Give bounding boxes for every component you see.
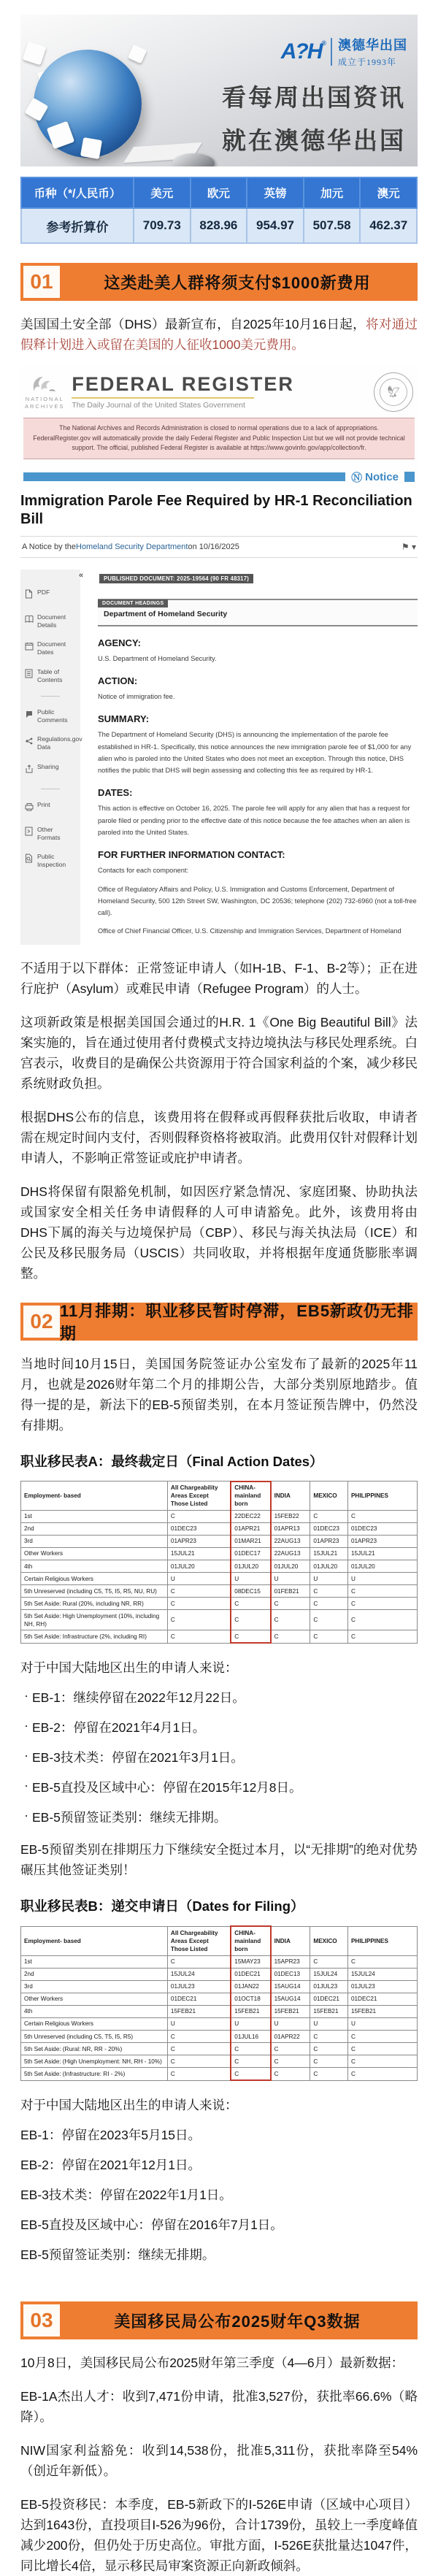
list-item: EB-2：停留在2021年12月1日。: [20, 2158, 201, 2173]
table-row: [21, 2043, 418, 2055]
table-row: [21, 2055, 418, 2068]
published-document-tag: PUBLISHED DOCUMENT: 2025-19564 (90 FR 48317): [99, 574, 253, 583]
notice-progress-bar: [23, 472, 345, 481]
list-item: · EB-5直投及区域中心：停留在2015年12月8日。: [20, 1778, 418, 1796]
table-row: [21, 1573, 418, 1585]
contact-body: Office of Chief Financial Officer, U.S. Citizenship and Immigration Services, Department of Homeland: [98, 927, 402, 935]
table-cell: 01DEC21: [310, 1993, 348, 2005]
table-cell: C: [231, 2068, 270, 2081]
table-cell: C: [347, 1585, 417, 1598]
section-title: 11月排期：职业移民暂时停滞，EB5新政仍无排期: [60, 1301, 415, 1343]
federal-register-screenshot: [20, 365, 418, 485]
table-cell: C: [271, 1598, 310, 1610]
table-cell: C: [347, 2031, 417, 2043]
caret-down-icon: ▾: [411, 541, 416, 552]
table-cell: 5th Set Aside: (Infrastructure: RI - 2%): [21, 2068, 168, 2081]
table-row: [21, 2031, 418, 2043]
visa-bulletin-table-a: [20, 1481, 418, 1644]
table-cell: C: [167, 2043, 231, 2055]
sidebar-item-sharing[interactable]: Sharing: [25, 763, 76, 777]
table-cell: 08DEC15: [231, 1585, 270, 1598]
table-cell: 2nd: [21, 1968, 168, 1980]
agency-heading: AGENCY:: [98, 637, 141, 648]
action-body: Notice of immigration fee.: [98, 693, 175, 701]
table-cell: 5th Set Aside: Infrastructure (2%, including RI): [21, 1630, 168, 1644]
table-cell: 15AUG14: [271, 1993, 310, 2005]
flag-button[interactable]: [402, 542, 416, 552]
collapse-sidebar-icon[interactable]: «: [79, 570, 84, 580]
list-item: EB-5直投及区域中心：停留在2016年7月1日。: [20, 2217, 283, 2233]
paragraph: 这项新政策是根据美国国会通过的H.R. 1《One Big Beautiful Bill》法案实施的，旨在通过使用者付费模式支持边境执法与移民处理系统。白宫表示，收费目的是确保公共资源用于符合国家利益的个案，减少移民系统财政负担。: [20, 1014, 418, 1091]
fr-article-title: Immigration Parole Fee Required by HR-1 Reconciliation Bill: [20, 492, 412, 527]
fx-value-cad: 507.58: [304, 208, 361, 243]
table-cell: 01DEC21: [231, 1968, 270, 1980]
bullet-dot: ·: [24, 1778, 28, 1793]
table-cell: 01DEC21: [347, 1993, 417, 2005]
list-item: · EB-1：继续停留在2022年12月22日。: [20, 1688, 418, 1706]
table-cell: 01JAN22: [231, 1980, 270, 1993]
table-row: [21, 1535, 418, 1547]
fx-value-aud: 462.37: [360, 208, 417, 243]
paragraph: 美国国土安全部（DHS）最新宣布，自2025年10月16日起，将对通过假释计划进入或留在美国的人征收1000美元费用。: [20, 317, 418, 352]
table-cell: C: [347, 2055, 417, 2068]
table-b-heading: 职业移民表B：递交申请日（Dates for Filing）: [20, 1898, 304, 1914]
exchange-rate-table: [20, 177, 418, 244]
table-row: [21, 1980, 418, 1993]
table-cell: 15MAY23: [231, 1955, 270, 1968]
table-cell: 01JUL16: [231, 2031, 270, 2043]
fx-col-header: 欧元: [191, 177, 247, 208]
table-cell: 01JUL20: [310, 1560, 348, 1573]
table-cell: C: [167, 1630, 231, 1644]
fx-col-header: 英镑: [247, 177, 304, 208]
section-title: 这类赴美人群将须支付$1000新费用: [104, 273, 371, 292]
table-cell: 5th Unreserved (including C5, T5, I5, R5, NU, RU): [21, 1585, 168, 1598]
agency-link[interactable]: Homeland Security Department: [76, 542, 188, 551]
document-headings-tag: DOCUMENT HEADINGS: [98, 599, 168, 607]
table-header-row: [21, 1481, 418, 1511]
fx-col-header: 澳元: [360, 177, 417, 208]
contact-heading: FOR FURTHER INFORMATION CONTACT:: [98, 849, 285, 861]
printer-icon: [25, 801, 34, 815]
table-cell: 5th Unreserved (including C5, T5, I5, R5): [21, 2031, 168, 2043]
table-cell: 2nd: [21, 1522, 168, 1535]
table-cell: C: [347, 2043, 417, 2055]
table-cell: C: [310, 2055, 348, 2068]
table-row: [21, 1585, 418, 1598]
toc-icon: [25, 668, 34, 682]
document-headings-box: [98, 599, 418, 626]
table-cell: C: [167, 2031, 231, 2043]
section-title: 美国移民局公布2025财年Q3数据: [114, 2312, 361, 2331]
table-cell: U: [310, 2017, 348, 2030]
newsletter-page: [0, 15, 438, 2576]
table-column-header: PHILIPPINES: [347, 1926, 417, 1955]
fx-value-usd: 709.73: [134, 208, 191, 243]
table-cell: 15JUL21: [167, 1547, 231, 1560]
table-cell: 15AUG14: [271, 1980, 310, 1993]
paragraph: DHS将保留有限豁免机制，如因医疗紧急情况、家庭团聚、协助执法或国家安全相关任务申请假释的人可申请豁免。此外，该费用将由DHS下属的海关与边境保护局（CBP）、移民与海关执法局（ICE）和公民及移民服务局（USCIS）共同收取，并将根据年度通货膨胀率调整。: [20, 1184, 418, 1281]
table-row: [21, 1610, 418, 1630]
table-cell: C: [231, 1598, 270, 1610]
table-cell: 1st: [21, 1510, 168, 1522]
table-cell: 5th Set Aside: Rural (20%, including NR, RR): [21, 1598, 168, 1610]
bullet-dot: ·: [24, 1748, 28, 1763]
table-cell: C: [310, 1630, 348, 1644]
table-cell: 22AUG13: [271, 1535, 310, 1547]
table-row: [21, 2068, 418, 2081]
table-cell: 01APR23: [310, 1535, 348, 1547]
inspection-icon: [25, 853, 34, 867]
paragraph: 10月8日，美国移民局公布2025财年第三季度（4—6月）最新数据：: [20, 2355, 404, 2371]
fx-value-gbp: 954.97: [247, 208, 304, 243]
table-cell: C: [231, 2043, 270, 2055]
fx-row: [21, 208, 417, 243]
table-cell: 01DEC23: [310, 1522, 348, 1535]
fx-col-header: 加元: [304, 177, 361, 208]
table-cell: 1st: [21, 1955, 168, 1968]
table-cell: 01APR23: [167, 1535, 231, 1547]
comment-icon: [25, 708, 34, 722]
table-cell: 15FEB21: [271, 2005, 310, 2017]
byline-row: A Notice by the Homeland Security Department on 10/16/2025 ⚑ ▾: [20, 536, 418, 558]
gold-rule: [72, 397, 254, 399]
table-row: [21, 1955, 418, 1968]
viewer-sidebar: [20, 570, 80, 945]
table-row: [21, 2017, 418, 2030]
eagle-seal-icon: 🦅︎: [374, 372, 413, 412]
table-column-header: INDIA: [271, 1926, 310, 1955]
contact-body: Contacts for each component:: [98, 867, 189, 875]
table-cell: 01DEC17: [231, 1547, 270, 1560]
paragraph: EB-5投资移民：本季度，EB-5新政下的I-526E申请（区域中心项目）达到1643份，直投项目I-526为96份，合计1739份，虽较上一季度峰值减少200份，但仍处于历史高位。审批方面，I-526E获批量达1047件，同比增长4倍，显示移民局审案资源正向新政倾斜。: [20, 2497, 418, 2574]
table-cell: C: [310, 1598, 348, 1610]
table-cell: 15JUL21: [347, 1547, 417, 1560]
action-heading: ACTION:: [98, 675, 138, 687]
table-cell: C: [231, 1610, 270, 1630]
table-cell: 01OCT18: [231, 1993, 270, 2005]
table-cell: 01DEC13: [271, 1968, 310, 1980]
viewer-main: [80, 570, 418, 945]
table-cell: C: [167, 1955, 231, 1968]
table-column-header: PHILIPPINES: [347, 1481, 417, 1511]
book-icon: [25, 613, 34, 627]
table-cell: 15FEB21: [347, 2005, 417, 2017]
table-cell: U: [347, 2017, 417, 2030]
table-cell: C: [347, 1630, 417, 1644]
table-cell: C: [310, 1585, 348, 1598]
table-row: [21, 2005, 418, 2017]
table-column-header: CHINA- mainland born: [231, 1926, 270, 1955]
fx-value-eur: 828.96: [191, 208, 247, 243]
table-cell: 15APR23: [271, 1955, 310, 1968]
table-cell: 01JUL20: [347, 1560, 417, 1573]
table-column-header: MEXICO: [310, 1481, 348, 1511]
list-item: · EB-3技术类：停留在2021年3月1日。: [20, 1748, 418, 1766]
table-cell: 01JUL23: [310, 1980, 348, 1993]
highlighted-text: 将对通过假释计划进入或留在美国的人征收1000美元费用。: [20, 317, 418, 352]
bullet-dot: ·: [24, 1688, 28, 1703]
table-header-row: [21, 1926, 418, 1955]
dates-heading: DATES:: [98, 787, 133, 799]
table-column-header: All Chargeability Areas Except Those Listed: [167, 1481, 231, 1511]
section-number: 02: [23, 1306, 60, 1338]
notice-type-badge: Ⓝ Notice: [351, 470, 399, 484]
table-cell: C: [167, 2068, 231, 2081]
table-cell: C: [231, 1630, 270, 1644]
visa-bulletin-table-b: [20, 1925, 418, 2081]
table-cell: C: [167, 1610, 231, 1630]
list-item: EB-3技术类：停留在2022年1月1日。: [20, 2188, 232, 2203]
table-row: [21, 1560, 418, 1573]
plain-list: [20, 2125, 418, 2263]
pdf-icon: [25, 589, 34, 602]
sidebar-item-public-inspection[interactable]: Public Inspection: [25, 853, 76, 869]
logo-founded-year: 成立于1993年: [338, 57, 397, 67]
table-cell: Other Workers: [21, 1547, 168, 1560]
summary-body: The Department of Homeland Security (DHS) is announcing the implementation of the parole fee established in HR-1. Specifically, this notice announces the new immigration parole fee of $1,000 for any alien who is paroled into the United States who does not meet an exception. Through this notice, DHS notifies the public that DHS will begin assessing and collecting this fee as required by HR-1.: [98, 731, 412, 775]
table-cell: U: [271, 1573, 310, 1585]
paragraph: 当地时间10月15日，美国国务院签证办公室发布了最新的2025年11月，也就是2026财年第二个月的排期公告，大部分类别原地踏步。值得一提的是，新法下的EB-5预留类别，在本月签证预告牌中，仍然没有排期。: [20, 1356, 418, 1433]
table-cell: 3rd: [21, 1535, 168, 1547]
table-row: [21, 1522, 418, 1535]
hero-slogan: [222, 79, 406, 156]
registered-mark: ®: [321, 39, 325, 47]
table-cell: C: [347, 1610, 417, 1630]
table-cell: 4th: [21, 1560, 168, 1573]
table-cell: 01FEB21: [271, 1585, 310, 1598]
table-cell: C: [310, 1955, 348, 1968]
table-cell: C: [271, 2055, 310, 2068]
slogan-line1: 看每周出国资讯: [222, 84, 406, 111]
federal-register-title: FEDERAL REGISTER: [72, 373, 294, 395]
table-cell: Certain Religious Workers: [21, 2017, 168, 2030]
fx-col-header: 美元: [134, 177, 191, 208]
table-cell: C: [347, 1955, 417, 1968]
table-cell: U: [167, 2017, 231, 2030]
table-row: [21, 1547, 418, 1560]
bullet-dot: ·: [24, 1718, 28, 1733]
dates-body: This action is effective on October 16, 2025. The parole fee will apply for any alien that has a request for parole filed or pending prior to the effective date of this notice because the fee attaches when an alien is paroled into the United States.: [98, 805, 410, 836]
table-cell: C: [167, 2055, 231, 2068]
data-network-icon: [25, 735, 34, 749]
federal-register-subtitle: The Daily Journal of the United States Government: [72, 401, 245, 410]
section-number: 01: [23, 266, 60, 298]
table-cell: C: [310, 2043, 348, 2055]
table-cell: C: [310, 2031, 348, 2043]
table-cell: C: [271, 2068, 310, 2081]
table-cell: 5th Set Aside: (Rural: NR, RR - 20%): [21, 2043, 168, 2055]
fr-article-header: [20, 492, 418, 558]
list-item: · EB-5预留签证类别：继续无排期。: [20, 1808, 418, 1826]
table-cell: 15JUL24: [167, 1968, 231, 1980]
logo-company-name: 澳德华出国: [338, 38, 407, 53]
table-row: [21, 1993, 418, 2005]
table-cell: U: [167, 1573, 231, 1585]
table-cell: U: [271, 2017, 310, 2030]
logo-monogram: A?H®: [280, 39, 325, 64]
company-logo: [281, 35, 407, 68]
table-cell: 01JUL20: [167, 1560, 231, 1573]
list-item: EB-1：停留在2023年5月15日。: [20, 2128, 201, 2143]
puzzle-piece: [23, 42, 47, 66]
table-cell: 01APR23: [347, 1535, 417, 1547]
sidebar-item-pdf[interactable]: PDF: [25, 589, 76, 602]
table-column-header: Employment- based: [21, 1481, 168, 1511]
table-cell: C: [310, 2068, 348, 2081]
table-row: [21, 1598, 418, 1610]
table-cell: C: [347, 1598, 417, 1610]
shutdown-notice-box: The National Archives and Records Administration is closed to normal operations due to a lack of appropriations. FederalRegister.gov will automatically provide the daily Federal Register and Public Inspection List but we will not provide technical support. The official, published Federal Register is available at https://www.govinfo.gov/app/collection/fr.: [23, 418, 415, 459]
table-row: [21, 1510, 418, 1522]
logo-divider: [331, 38, 332, 66]
sidebar-item-table-of-contents[interactable]: Table of Contents: [25, 668, 76, 684]
notice-end-square: [404, 472, 415, 482]
section-banner-02: [20, 1303, 418, 1341]
list-item: · EB-2：停留在2021年4月1日。: [20, 1718, 418, 1736]
table-cell: 15FEB22: [271, 1510, 310, 1522]
sidebar-item-document-details[interactable]: Document Details: [25, 613, 76, 629]
agency-body: U.S. Department of Homeland Security.: [98, 654, 217, 662]
table-cell: C: [231, 2055, 270, 2068]
circled-n-icon: Ⓝ: [351, 471, 363, 484]
flag-icon: ⚑: [401, 541, 410, 552]
summary-heading: SUMMARY:: [98, 713, 150, 725]
table-cell: Certain Religious Workers: [21, 1573, 168, 1585]
table-cell: 15JUL21: [310, 1547, 348, 1560]
table-cell: 22AUG13: [271, 1547, 310, 1560]
table-cell: 15FEB21: [167, 2005, 231, 2017]
fx-row-label: 参考折算价: [21, 208, 134, 243]
table-cell: 01DEC23: [347, 1522, 417, 1535]
table-cell: 01DEC21: [167, 1993, 231, 2005]
mouse-graphic: [172, 153, 215, 166]
table-cell: 5th Set Aside: (High Unemployment: NH, RH - 10%): [21, 2055, 168, 2068]
table-cell: C: [167, 1510, 231, 1522]
table-cell: C: [347, 1510, 417, 1522]
table-cell: 01APR13: [271, 1522, 310, 1535]
sidebar-item-public-comments[interactable]: Public Comments: [25, 708, 76, 724]
paragraph: 不适用于以下群体：正常签证申请人（如H-1B、F-1、B-2等）；正在进行庇护（Asylum）或难民申请（Refugee Program）的人士。: [20, 960, 418, 996]
section-banner-03: [20, 2301, 418, 2339]
list-item: EB-5预留签证类别：继续无排期。: [20, 2247, 215, 2263]
table-cell: 01JUL20: [271, 1560, 310, 1573]
table-cell: 01JUL20: [231, 1560, 270, 1573]
table-cell: C: [167, 1598, 231, 1610]
paragraph: EB-5预留类别在排期压力下继续安全挺过本月，以“无排期”的绝对优势碾压其他签证类别！: [20, 1842, 418, 1878]
table-column-header: MEXICO: [310, 1926, 348, 1955]
puzzle-piece: [128, 45, 147, 64]
table-cell: 01JUL23: [347, 1980, 417, 1993]
paragraph: EB-1A杰出人才：收到7,471份申请，批准3,527份，获批率66.6%（略降）。: [20, 2389, 418, 2425]
puzzle-piece: [80, 137, 102, 159]
section-banner-01: [20, 263, 418, 301]
table-cell: C: [271, 1610, 310, 1630]
paragraph: 根据DHS公布的信息，该费用将在假释或再假释获批后收取，申请者需在规定时间内支付，否则假释资格将被取消。此费用仅针对假释计划申请人，不影响正常签证或庇护申请者。: [20, 1109, 418, 1165]
table-cell: U: [310, 1573, 348, 1585]
table-row: [21, 1968, 418, 1980]
table-cell: U: [347, 1573, 417, 1585]
fx-col-header: 币种（*/人民币）: [21, 177, 134, 208]
table-cell: C: [310, 1610, 348, 1630]
table-cell: C: [271, 2043, 310, 2055]
share-icon: [25, 763, 34, 777]
archives-swirl-icon: [30, 374, 59, 396]
slogan-line2: 就在澳德华出国: [222, 127, 406, 154]
table-cell: U: [231, 2017, 270, 2030]
table-cell: 01JUL23: [167, 1980, 231, 1993]
bullet-dot: ·: [24, 1808, 28, 1823]
bullet-list: [20, 1688, 418, 1826]
formats-icon: [25, 826, 34, 840]
department-heading: Department of Homeland Security: [104, 609, 228, 618]
table-cell: 01APR21: [231, 1522, 270, 1535]
table-cell: 4th: [21, 2005, 168, 2017]
paragraph: NIW国家利益豁免：收到14,538份，批准5,311份，获批率降至54%（创近年新低）。: [20, 2443, 418, 2479]
table-cell: Other Workers: [21, 1993, 168, 2005]
table-column-header: CHINA- mainland born: [231, 1481, 270, 1511]
table-cell: U: [231, 1573, 270, 1585]
china-applicants-intro: 对于中国大陆地区出生的申请人来说：: [20, 1660, 238, 1676]
sidebar-item-other-formats[interactable]: Other Formats: [25, 826, 76, 842]
hero-banner: [20, 15, 418, 166]
document-viewer: [20, 570, 418, 945]
national-archives-logo: NATIONAL ARCHIVES: [25, 374, 64, 411]
table-column-header: All Chargeability Areas Except Those Listed: [167, 1926, 231, 1955]
section-number: 03: [23, 2304, 60, 2337]
table-column-header: Employment- based: [21, 1926, 168, 1955]
table-cell: 15FEB21: [310, 2005, 348, 2017]
sidebar-item-document-dates[interactable]: Document Dates: [25, 640, 76, 656]
calendar-icon: [25, 640, 34, 654]
table-column-header: INDIA: [271, 1481, 310, 1511]
table-cell: 15FEB21: [231, 2005, 270, 2017]
table-row: [21, 1630, 418, 1644]
table-cell: C: [271, 1630, 310, 1644]
sidebar-item-print[interactable]: Print: [25, 801, 76, 815]
table-cell: 15JUL24: [347, 1968, 417, 1980]
table-cell: C: [310, 1510, 348, 1522]
table-cell: 01DEC23: [167, 1522, 231, 1535]
table-cell: 01APR22: [271, 2031, 310, 2043]
table-cell: 15JUL24: [310, 1968, 348, 1980]
table-cell: 3rd: [21, 1980, 168, 1993]
china-applicants-intro: 对于中国大陆地区出生的申请人来说：: [20, 2098, 238, 2113]
table-a-heading: 职业移民表A：最终裁定日（Final Action Dates）: [20, 1453, 323, 1469]
contact-body: Office of Regulatory Affairs and Policy, U.S. Immigration and Customs Enforcement, Department of Homeland Security, 500 12th Street SW, Washington, DC 20536; telephone (202) 732-6960 (not a toll-free call).: [98, 885, 417, 917]
table-cell: C: [167, 1585, 231, 1598]
table-cell: 01MAR21: [231, 1535, 270, 1547]
sidebar-item-regulations-gov-data[interactable]: Regulations.gov Data: [25, 735, 76, 751]
table-cell: 5th Set Aside: High Unemployment (10%, including NH, RH): [21, 1610, 168, 1630]
sidebar-divider: [41, 696, 60, 697]
table-cell: 22DEC22: [231, 1510, 270, 1522]
table-cell: C: [347, 2068, 417, 2081]
